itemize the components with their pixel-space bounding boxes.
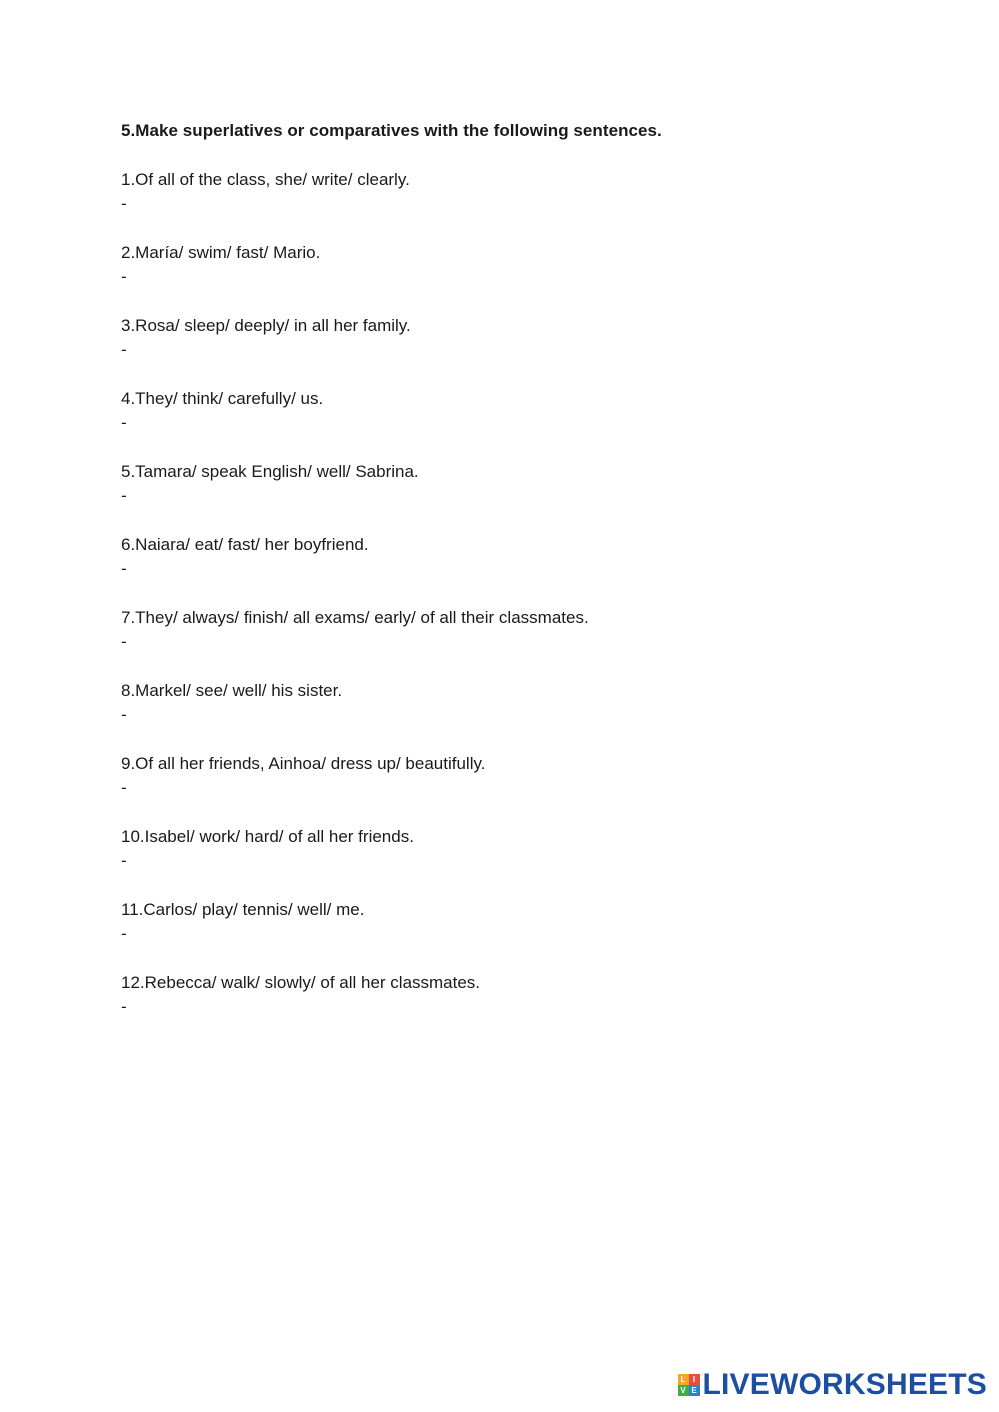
exercise-item bbox=[121, 241, 901, 314]
worksheet bbox=[121, 119, 901, 1044]
exercise-prompt: 7.They/ always/ finish/ all exams/ early/ of all their classmates. bbox=[121, 608, 589, 627]
exercise-item bbox=[121, 825, 901, 898]
exercise-item bbox=[121, 533, 901, 606]
exercise-prompt: 2.María/ swim/ fast/ Mario. bbox=[121, 243, 321, 262]
exercise-item bbox=[121, 606, 901, 679]
exercise-prompt: 9.Of all her friends, Ainhoa/ dress up/ beautifully. bbox=[121, 754, 486, 773]
answer-line[interactable]: - bbox=[121, 632, 127, 651]
answer-line[interactable]: - bbox=[121, 851, 127, 870]
exercise-item bbox=[121, 679, 901, 752]
exercise-prompt: 12.Rebecca/ walk/ slowly/ of all her classmates. bbox=[121, 973, 481, 992]
liveworksheets-logo-text: LIVEWORKSHEETS bbox=[702, 1368, 987, 1401]
exercise-prompt: 3.Rosa/ sleep/ deeply/ in all her family. bbox=[121, 316, 411, 335]
answer-line[interactable]: - bbox=[121, 924, 127, 943]
exercise-item bbox=[121, 971, 901, 1044]
exercise-item bbox=[121, 752, 901, 825]
answer-line[interactable]: - bbox=[121, 559, 127, 578]
exercise-item bbox=[121, 314, 901, 387]
exercise-prompt: 4.They/ think/ carefully/ us. bbox=[121, 389, 324, 408]
exercise-item bbox=[121, 168, 901, 241]
answer-line[interactable]: - bbox=[121, 486, 127, 505]
logo-letter-i: I bbox=[689, 1374, 700, 1385]
answer-line[interactable]: - bbox=[121, 267, 127, 286]
liveworksheets-logo-icon bbox=[678, 1374, 700, 1396]
exercise-item bbox=[121, 460, 901, 533]
exercise-prompt: 11.Carlos/ play/ tennis/ well/ me. bbox=[121, 900, 365, 919]
answer-line[interactable]: - bbox=[121, 705, 127, 724]
exercise-prompt: 1.Of all of the class, she/ write/ clearly. bbox=[121, 170, 410, 189]
exercise-item bbox=[121, 898, 901, 971]
worksheet-title: 5.Make superlatives or comparatives with the following sentences. bbox=[121, 121, 662, 140]
exercise-list bbox=[121, 168, 901, 1044]
logo-letter-v: V bbox=[678, 1385, 689, 1396]
answer-line[interactable]: - bbox=[121, 194, 127, 213]
exercise-prompt: 8.Markel/ see/ well/ his sister. bbox=[121, 681, 343, 700]
answer-line[interactable]: - bbox=[121, 778, 127, 797]
answer-line[interactable]: - bbox=[121, 340, 127, 359]
exercise-prompt: 6.Naiara/ eat/ fast/ her boyfriend. bbox=[121, 535, 369, 554]
exercise-prompt: 5.Tamara/ speak English/ well/ Sabrina. bbox=[121, 462, 419, 481]
answer-line[interactable]: - bbox=[121, 997, 127, 1016]
logo-letter-e: E bbox=[689, 1385, 700, 1396]
logo-letter-l: L bbox=[678, 1374, 689, 1385]
answer-line[interactable]: - bbox=[121, 413, 127, 432]
liveworksheets-logo bbox=[678, 1370, 988, 1400]
exercise-item bbox=[121, 387, 901, 460]
exercise-prompt: 10.Isabel/ work/ hard/ of all her friends. bbox=[121, 827, 414, 846]
